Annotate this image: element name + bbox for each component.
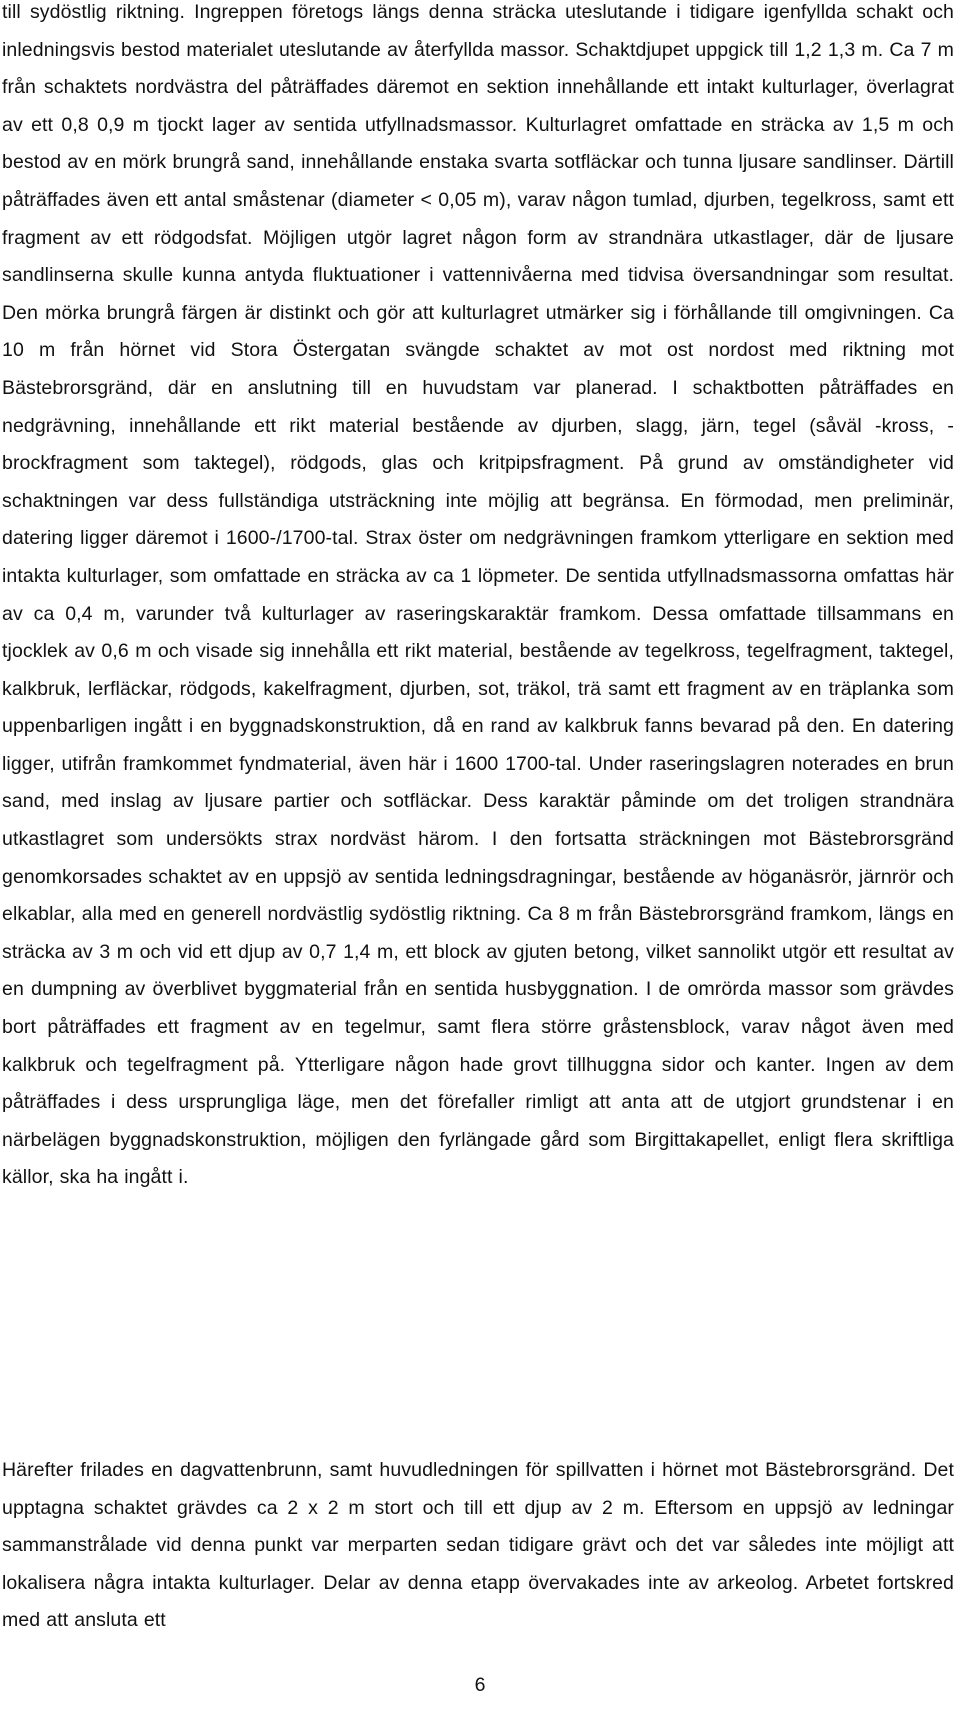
body-paragraph-1: till sydöstlig riktning. Ingreppen företogs längs denna sträcka uteslutande i tidigare igenfyllda schakt och inledningsvis bestod materialet uteslutande av återfyllda massor. Schaktdjupet uppgick till 1,2 1,3 m. Ca 7 m från schaktets nordvästra del påträffades däremot en sektion innehållande ett intakt kulturlager, överlagrat av ett 0,8 0,9 m tjockt lager av sentida utfyllnadsmassor. Kulturlagret omfattade en sträcka av 1,5 m och bestod av en mörk brungrå sand, innehållande enstaka svarta sotfläckar och tunna ljusare sandlinser. Därtill påträffades även ett antal småstenar (diameter < 0,05 m), varav någon tumlad, djurben, tegelkross, samt ett fragment av ett rödgodsfat. Möjligen utgör lagret någon form av strandnära utkastlager, där de ljusare sandlinserna skulle kunna antyda fluktuationer i vattennivåerna med tidvisa översandningar som resultat. Den mörka brungrå färgen är distinkt och gör att kulturlagret utmärker sig i förhållande till omgivningen. Ca 10 m från hörnet vid Stora Östergatan svängde schaktet av mot ost nordost med riktning mot Bästebrorsgränd, där en anslutning till en huvudstam var planerad. I schaktbotten påträffades en nedgrävning, innehållande ett rikt material bestående av djurben, slagg, järn, tegel (såväl -kross, -brockfragment som taktegel), rödgods, glas och kritpipsfragment. På grund av omständigheter vid schaktningen var dess fullständiga utsträckning inte möjlig att begränsa. En förmodad, men preliminär, datering ligger däremot i 1600-/1700-tal. Strax öster om nedgrävningen framkom ytterligare en sektion med intakta kulturlager, som omfattade en sträcka av ca 1 löpmeter. De sentida utfyllnadsmassorna omfattas här av ca 0,4 m, varunder två kulturlager av raseringskaraktär framkom. Dessa omfattade tillsammans en tjocklek av 0,6 m och visade sig innehålla ett rikt material, bestående av tegelkross, tegelfragment, taktegel, kalkbruk, lerfläckar, rödgods, kakelfragment, djurben, sot, träkol, trä samt ett fragment av en träplanka som uppenbarligen ingått i en byggnadskonstruktion, då en rand av kalkbruk fanns bevarad på den. En datering ligger, utifrån framkommet fyndmaterial, även här i 1600 1700-tal. Under raseringslagren noterades en brun sand, med inslag av ljusare partier och sotfläckar. Dess karaktär påminde om det troligen strandnära utkastlagret som undersökts strax nordväst härom. I den fortsatta sträckningen mot Bästebrorsgränd genomkorsades schaktet av en uppsjö av sentida ledningsdragningar, bestående av höganäsrör, järnrör och elkablar, alla med en generell nordvästlig sydöstlig riktning. Ca 8 m från Bästebrorsgränd framkom, längs en sträcka av 3 m och vid ett djup av 0,7 1,4 m, ett block av gjuten betong, vilket sannolikt utgör ett resultat av en dumpning av överblivet byggmaterial från en sentida husbyggnation. I de omrörda massor som grävdes bort påträffades ett fragment av en tegelmur, samt flera större gråstensblock, varav något även med kalkbruk och tegelfragment på. Ytterligare någon hade grovt tillhuggna sidor och kanter. Ingen av dem påträffades i dess ursprungliga läge, men det förefaller rimligt att anta att de utgjort grundstenar i en närbelägen byggnadskonstruktion, möjligen den fyrlängade gård som Birgittakapellet, enligt flera skriftliga källor, ska ha ingått i. — [2, 1, 954, 1189]
body-paragraph-2: Härefter frilades en dagvattenbrunn, samt huvudledningen för spillvatten i hörnet mot Bästebrorsgränd. Det upptagna schaktet grävdes ca 2 x 2 m stort och till ett djup av 2 m. Eftersom en uppsjö av ledningar sammanstrålade vid denna punkt var merparten sedan tidigare grävt och det var således inte möjligt att lokalisera några intakta kulturlager. Delar av denna etapp övervakades inte av arkeolog. Arbetet fortskred med att ansluta ett — [2, 1459, 954, 1632]
page-number: 6 — [474, 1674, 486, 1696]
